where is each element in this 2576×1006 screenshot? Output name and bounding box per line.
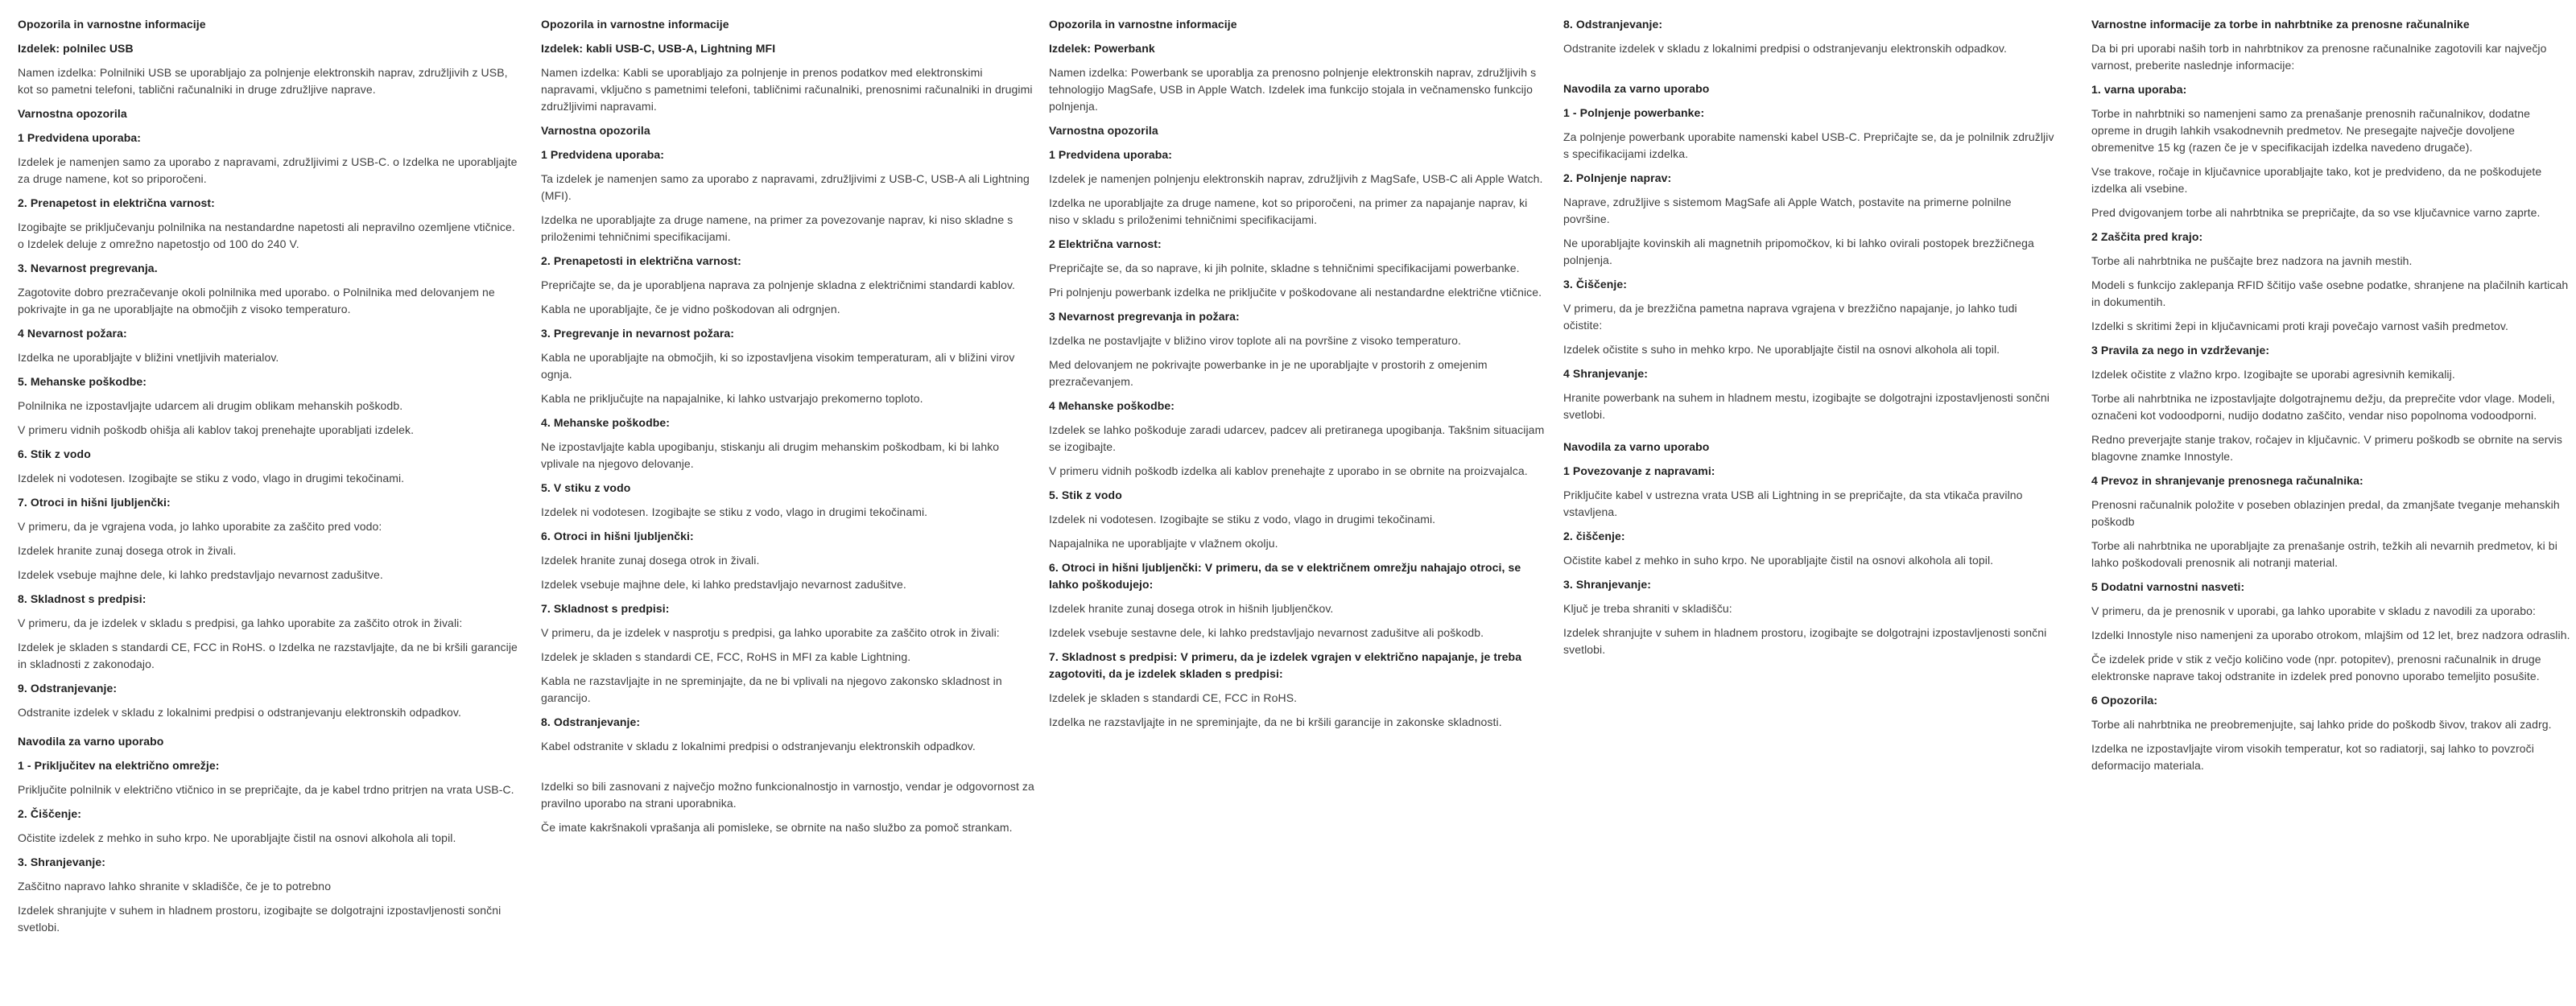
paragraph: Izdelek je namenjen polnjenju elektronskih naprav, združljivih z MagSafe, USB-C ali Apple Watch. (1049, 172, 1543, 185)
paragraph: Kabla ne uporabljajte, če je vidno poškodovan ali odrgnjen. (541, 303, 840, 315)
paragraph: Hranite powerbank na suhem in hladnem mestu, izogibajte se dolgotrajni izpostavljenosti sončni svetlobi. (1563, 391, 2050, 421)
paragraph: Za polnjenje powerbank uporabite namenski kabel USB-C. Prepričajte se, da je polnilnik združljiv s specifikacijami izdelka. (1563, 130, 2054, 160)
paragraph: Izdelka ne uporabljajte za druge namene, kot so priporočeni, na primer za napajanje naprav, ki niso v skladu s priloženimi tehničnimi specifikacijami. (1049, 196, 1528, 226)
section-heading: 3. Pregrevanje in nevarnost požara: (541, 327, 735, 340)
section-heading: Varnostna opozorila (541, 124, 650, 137)
section-heading: 6. Stik z vodo (18, 447, 91, 460)
paragraph: Med delovanjem ne pokrivajte powerbanke in je ne uporabljajte v prostorih z omejenim prezračevanjem. (1049, 358, 1488, 388)
paragraph: Izdelek vsebuje majhne dele, ki lahko predstavljajo nevarnost zadušitve. (18, 568, 383, 581)
section-heading: 3. Nevarnost pregrevanja. (18, 262, 158, 274)
paragraph: V primeru, da je izdelek v nasprotju s predpisi, ga lahko uporabite za zaščito otrok in živali: (541, 626, 1000, 639)
section-heading: 8. Odstranjevanje: (1563, 18, 1663, 31)
section-heading: 4 Mehanske poškodbe: (1049, 399, 1175, 412)
paragraph: Prepričajte se, da so naprave, ki jih polnite, skladne s tehničnimi specifikacijami powerbanke. (1049, 262, 1520, 274)
paragraph: Vse trakove, ročaje in ključavnice uporabljajte tako, kot je predvideno, da ne poškodujete izdelka ali vsebine. (2091, 165, 2542, 195)
section-heading: 2 Zaščita pred krajo: (2091, 230, 2203, 243)
section-heading: 4. Mehanske poškodbe: (541, 416, 671, 429)
paragraph: Namen izdelka: Kabli se uporabljajo za polnjenje in prenos podatkov med elektronskimi napravami, vključno s pametnimi telefoni, tabličnimi računalniki, prenosnimi računalniki in drugimi združljivimi napravami. (541, 66, 1033, 113)
paragraph: Kabel odstranite v skladu z lokalnimi predpisi o odstranjevanju elektronskih odpadkov. (541, 740, 976, 752)
paragraph: V primeru vidnih poškodb izdelka ali kablov prenehajte z uporabo in se obrnite na proizvajalca. (1049, 464, 1528, 477)
paragraph: Ne izpostavljajte kabla upogibanju, stiskanju ali drugim mehanskim poškodbam, ki bi lahko vplivale na njegovo delovanje. (541, 440, 1000, 470)
section-heading: 3. Shranjevanje: (1563, 578, 1651, 591)
paragraph: Izdelek shranjujte v suhem in hladnem prostoru, izogibajte se dolgotrajni izpostavljenosti sončni svetlobi. (18, 904, 502, 934)
section-heading: 4 Shranjevanje: (1563, 367, 1648, 380)
paragraph: Izdelek je skladen s standardi CE, FCC, RoHS in MFI za kable Lightning. (541, 650, 911, 663)
section-heading: Izdelek: Powerbank (1049, 42, 1155, 55)
paragraph: Očistite kabel z mehko in suho krpo. Ne uporabljajte čistil na osnovi alkohola ali topil. (1563, 554, 1994, 567)
paragraph: Izdelka ne postavljajte v bližino virov toplote ali na površine z visoko temperaturo. (1049, 334, 1461, 347)
section-heading: 1 - Priključitev na električno omrežje: (18, 759, 220, 772)
section-heading: 8. Odstranjevanje: (541, 715, 641, 728)
section-heading: 7. Skladnost s predpisi: V primeru, da je izdelek vgrajen v električno napajanje, je treba zagotoviti, da je izdelek skladen s predpisi: (1049, 650, 1522, 680)
paragraph: Ključ je treba shraniti v skladišču: (1563, 602, 1732, 615)
section-heading: 3. Čiščenje: (1563, 278, 1628, 291)
paragraph: Izdelki Innostyle niso namenjeni za uporabo otrokom, mlajšim od 12 let, brez nadzora odraslih. (2091, 629, 2570, 641)
section-heading: Izdelek: kabli USB-C, USB-A, Lightning MFI (541, 42, 776, 55)
column-cables-safety (541, 16, 1038, 843)
section-heading: 9. Odstranjevanje: (18, 682, 118, 695)
section-heading: Varnostna opozorila (1049, 124, 1158, 137)
paragraph: Izdelek se lahko poškoduje zaradi udarcev, padcev ali pretiranega upogibanja. Takšnim situacijam se izogibajte. (1049, 423, 1545, 453)
paragraph: Izdelek hranite zunaj dosega otrok in živali. (541, 554, 760, 567)
section-heading: Navodila za varno uporabo (1563, 440, 1710, 453)
paragraph: Kabla ne uporabljajte na območjih, ki so izpostavljena visokim temperaturam, ali v bližini virov ognja. (541, 351, 1015, 381)
section-heading: 3. Shranjevanje: (18, 856, 105, 868)
paragraph: Izdelek očistite s suho in mehko krpo. Ne uporabljajte čistil na osnovi alkohola ali topil. (1563, 343, 2000, 356)
paragraph: Izogibajte se priključevanju polnilnika na nestandardne napetosti ali nepravilno ozemljene vtičnice. o Izdelek deluje z omrežno napetostjo od 100 do 240 V. (18, 221, 515, 250)
section-heading: 2. Polnjenje naprav: (1563, 171, 1672, 184)
paragraph: Izdelek vsebuje sestavne dele, ki lahko predstavljajo nevarnost zadušitve ali poškodb. (1049, 626, 1484, 639)
paragraph: V primeru, da je brezžična pametna naprava vgrajena v brezžično napajanje, jo lahko tudi očistite: (1563, 302, 2017, 332)
section-heading: Opozorila in varnostne informacije (18, 18, 206, 31)
paragraph: Prenosni računalnik položite v poseben oblazinjen predal, da zmanjšate tveganje mehanskih poškodb (2091, 498, 2560, 528)
section-heading: Varnostne informacije za torbe in nahrbtnike za prenosne računalnike (2091, 18, 2470, 31)
section-heading: 5. Mehanske poškodbe: (18, 375, 147, 388)
paragraph: Odstranite izdelek v skladu z lokalnimi predpisi o odstranjevanju elektronskih odpadkov. (1563, 42, 2007, 55)
paragraph: Če izdelek pride v stik z večjo količino vode (npr. potopitev), prenosni računalnik in druge elektronske naprave takoj odstranite in izdelek pred ponovno uporabo temeljito posušite. (2091, 653, 2541, 682)
paragraph: Namen izdelka: Powerbank se uporablja za prenosno polnjenje elektronskih naprav, združljivih s tehnologijo MagSafe, USB in Apple Watch. Izdelek ima funkcijo stojala in večnamensko funkcijo polnjenja. (1049, 66, 1537, 113)
paragraph-gap (541, 762, 1038, 778)
paragraph: Izdelek shranjujte v suhem in hladnem prostoru, izogibajte se dolgotrajni izpostavljenosti sončni svetlobi. (1563, 626, 2047, 656)
section-heading: 4 Nevarnost požara: (18, 327, 127, 340)
column-powerbank-usage-instructions (1563, 16, 2056, 666)
section-heading: 1 Povezovanje z napravami: (1563, 464, 1715, 477)
section-heading: 1. varna uporaba: (2091, 83, 2187, 96)
paragraph: Izdelek ni vodotesen. Izogibajte se stiku z vodo, vlago in drugimi tekočinami. (18, 472, 405, 484)
column-usb-charger-safety (18, 16, 518, 943)
section-heading: Navodila za varno uporabo (1563, 82, 1710, 95)
section-heading: 7. Skladnost s predpisi: (541, 602, 670, 615)
paragraph: Izdelek je skladen s standardi CE, FCC in RoHS. o Izdelka ne razstavljajte, da ne bi kršili garancije in skladnosti z zakonodajo. (18, 641, 518, 670)
paragraph: Izdelek ni vodotesen. Izogibajte se stiku z vodo, vlago in drugimi tekočinami. (1049, 513, 1436, 526)
paragraph: Izdelki s skritimi žepi in ključavnicami proti kraji povečajo varnost vaših predmetov. (2091, 320, 2508, 332)
paragraph: Torbe in nahrbtniki so namenjeni samo za prenašanje prenosnih računalnikov, dodatne opreme in drugih lahkih vsakodnevnih predmetov. Ne presegajte največje dovoljene obremenitve 15 kg (razen če je v specifikacijah izdelka navedeno drugače). (2091, 107, 2531, 154)
paragraph: Izdelek hranite zunaj dosega otrok in hišnih ljubljenčkov. (1049, 602, 1334, 615)
paragraph: Priključite polnilnik v električno vtičnico in se prepričajte, da je kabel trdno pritrjen na vrata USB-C. (18, 783, 514, 796)
paragraph: Izdelek je namenjen samo za uporabo z napravami, združljivimi z USB-C. o Izdelka ne uporabljajte za druge namene, kot so priporočeni. (18, 155, 518, 185)
paragraph: Ne uporabljajte kovinskih ali magnetnih pripomočkov, ki bi lahko ovirali postopek brezžičnega polnjenja. (1563, 237, 2034, 266)
section-heading: 4 Prevoz in shranjevanje prenosnega računalnika: (2091, 474, 2363, 487)
section-heading: 6. Otroci in hišni ljubljenčki: V primeru, da se v električnem omrežju nahajajo otroci, se lahko poškodujejo: (1049, 561, 1521, 591)
paragraph: V primeru vidnih poškodb ohišja ali kablov takoj prenehajte uporabljati izdelek. (18, 423, 415, 436)
section-heading: 6. Otroci in hišni ljubljenčki: (541, 530, 694, 542)
paragraph: Redno preverjajte stanje trakov, ročajev in ključavnic. V primeru poškodb se obrnite na servis blagovne znamke Innostyle. (2091, 433, 2562, 463)
section-heading: Opozorila in varnostne informacije (541, 18, 729, 31)
paragraph-gap (1563, 64, 2056, 80)
paragraph: Izdelka ne izpostavljajte virom visokih temperatur, kot so radiatorji, saj lahko to povzroči deformacijo materiala. (2091, 742, 2534, 772)
paragraph: Torbe ali nahrbtnika ne preobremenjujte, saj lahko pride do poškodb šivov, trakov ali zadrg. (2091, 718, 2552, 731)
paragraph: Pri polnjenju powerbank izdelka ne priključite v poškodovane ali nestandardne električne vtičnice. (1049, 286, 1542, 299)
section-heading: 1 Predvidena uporaba: (18, 131, 142, 144)
paragraph: Naprave, združljive s sistemom MagSafe ali Apple Watch, postavite na primerne polnilne površine. (1563, 196, 2012, 225)
paragraph: Zaščitno napravo lahko shranite v skladišče, če je to potrebno (18, 880, 332, 893)
paragraph: Pred dvigovanjem torbe ali nahrbtnika se prepričajte, da so vse ključavnice varno zaprte. (2091, 206, 2541, 219)
paragraph: Polnilnika ne izpostavljajte udarcem ali drugim oblikam mehanskih poškodb. (18, 399, 403, 412)
paragraph: Izdelek očistite z vlažno krpo. Izogibajte se uporabi agresivnih kemikalij. (2091, 368, 2455, 381)
section-heading: Izdelek: polnilec USB (18, 42, 134, 55)
section-heading: 5 Dodatni varnostni nasveti: (2091, 580, 2245, 593)
section-heading: 2. Prenapetosti in električna varnost: (541, 254, 741, 267)
paragraph-gap (1563, 431, 2056, 439)
section-heading: 2. Prenapetost in električna varnost: (18, 196, 215, 209)
section-heading: Varnostna opozorila (18, 107, 127, 120)
section-heading: 1 Predvidena uporaba: (1049, 148, 1173, 161)
paragraph: V primeru, da je izdelek v skladu s predpisi, ga lahko uporabite za zaščito otrok in živali: (18, 616, 463, 629)
paragraph: Očistite izdelek z mehko in suho krpo. Ne uporabljajte čistil na osnovi alkohola ali topil. (18, 831, 456, 844)
paragraph: Namen izdelka: Polnilniki USB se uporabljajo za polnjenje elektronskih naprav, združljivih z USB, kot so pametni telefoni, tablični računalniki in druge združljive naprave. (18, 66, 508, 96)
section-heading: Opozorila in varnostne informacije (1049, 18, 1237, 31)
section-heading: 2. čiščenje: (1563, 530, 1625, 542)
section-heading: 2 Električna varnost: (1049, 237, 1162, 250)
section-heading: 7. Otroci in hišni ljubljenčki: (18, 496, 171, 509)
section-heading: 6 Opozorila: (2091, 694, 2158, 707)
column-powerbank-safety (1049, 16, 1546, 738)
paragraph: Kabla ne razstavljajte in ne spreminjajte, da ne bi vplivali na njegovo zakonsko skladnost in garancijo. (541, 674, 1002, 704)
paragraph: Priključite kabel v ustrezna vrata USB ali Lightning in se prepričajte, da sta vtikača pravilno vstavljena. (1563, 489, 2023, 518)
section-heading: 1 - Polnjenje powerbanke: (1563, 106, 1705, 119)
paragraph: Izdelki so bili zasnovani z največjo možno funkcionalnostjo in varnostjo, vendar je odgovornost za pravilno uporabo na strani uporabnika. (541, 780, 1034, 810)
paragraph: Izdelka ne uporabljajte v bližini vnetljivih materialov. (18, 351, 279, 364)
paragraph: Izdelek vsebuje majhne dele, ki lahko predstavljajo nevarnost zadušitve. (541, 578, 906, 591)
paragraph: Odstranite izdelek v skladu z lokalnimi predpisi o odstranjevanju elektronskih odpadkov. (18, 706, 461, 719)
paragraph: Izdelka ne uporabljajte za druge namene, na primer za povezovanje naprav, ki niso skladne s priloženimi tehničnimi specifikacijami. (541, 213, 1013, 243)
section-heading: 2. Čiščenje: (18, 807, 82, 820)
paragraph: Izdelek je skladen s standardi CE, FCC in RoHS. (1049, 691, 1298, 704)
paragraph: Torbe ali nahrbtnika ne uporabljajte za prenašanje ostrih, težkih ali nevarnih predmetov, ki bi lahko poškodovali prenosnik ali notranji material. (2091, 539, 2557, 569)
paragraph: Ta izdelek je namenjen samo za uporabo z napravami, združljivimi z USB-C, USB-A ali Lightning (MFI). (541, 172, 1030, 202)
section-heading: 3 Pravila za nego in vzdrževanje: (2091, 344, 2270, 357)
paragraph: Prepričajte se, da je uporabljena naprava za polnjenje skladna z električnimi standardi kablov. (541, 278, 1016, 291)
paragraph: Da bi pri uporabi naših torb in nahrbtnikov za prenosne računalnike zagotovili kar največjo varnost, preberite naslednje informacije: (2091, 42, 2547, 72)
paragraph: Izdelek hranite zunaj dosega otrok in živali. (18, 544, 237, 557)
paragraph: Če imate kakršnakoli vprašanja ali pomisleke, se obrnite na našo službo za pomoč strankam. (541, 821, 1013, 834)
paragraph: Torbe ali nahrbtnika ne izpostavljajte dolgotrajnemu dežju, da preprečite vdor vlage. Modeli, označeni kot vodoodporni, nudijo dodatno zaščito, vendar niso popolnoma vodoodporni. (2091, 392, 2555, 422)
paragraph: Torbe ali nahrbtnika ne puščajte brez nadzora na javnih mestih. (2091, 254, 2413, 267)
paragraph: V primeru, da je vgrajena voda, jo lahko uporabite za zaščito pred vodo: (18, 520, 382, 533)
paragraph: Modeli s funkcijo zaklepanja RFID ščitijo vaše osebne podatke, shranjene na plačilnih karticah in dokumentih. (2091, 278, 2569, 308)
paragraph: V primeru, da je prenosnik v uporabi, ga lahko uporabite v skladu z navodili za uporabo: (2091, 604, 2537, 617)
section-heading: 5. Stik z vodo (1049, 489, 1122, 501)
section-heading: Navodila za varno uporabo (18, 735, 164, 748)
paragraph: Kabla ne priključujte na napajalnike, ki lahko ustvarjajo prekomerno toploto. (541, 392, 923, 405)
paragraph: Izdelka ne razstavljajte in ne spreminjajte, da ne bi kršili garancije in zakonske skladnosti. (1049, 715, 1502, 728)
paragraph: Zagotovite dobro prezračevanje okoli polnilnika med uporabo. o Polnilnika med delovanjem ne pokrivajte in ga ne uporabljajte na območjih z visoko temperaturo. (18, 286, 495, 315)
section-heading: 1 Predvidena uporaba: (541, 148, 665, 161)
column-laptop-bags-safety (2091, 16, 2571, 781)
section-heading: 8. Skladnost s predpisi: (18, 592, 147, 605)
paragraph: Napajalnika ne uporabljajte v vlažnem okolju. (1049, 537, 1278, 550)
paragraph: Izdelek ni vodotesen. Izogibajte se stiku z vodo, vlago in drugimi tekočinami. (541, 505, 928, 518)
section-heading: 3 Nevarnost pregrevanja in požara: (1049, 310, 1240, 323)
section-heading: 5. V stiku z vodo (541, 481, 631, 494)
